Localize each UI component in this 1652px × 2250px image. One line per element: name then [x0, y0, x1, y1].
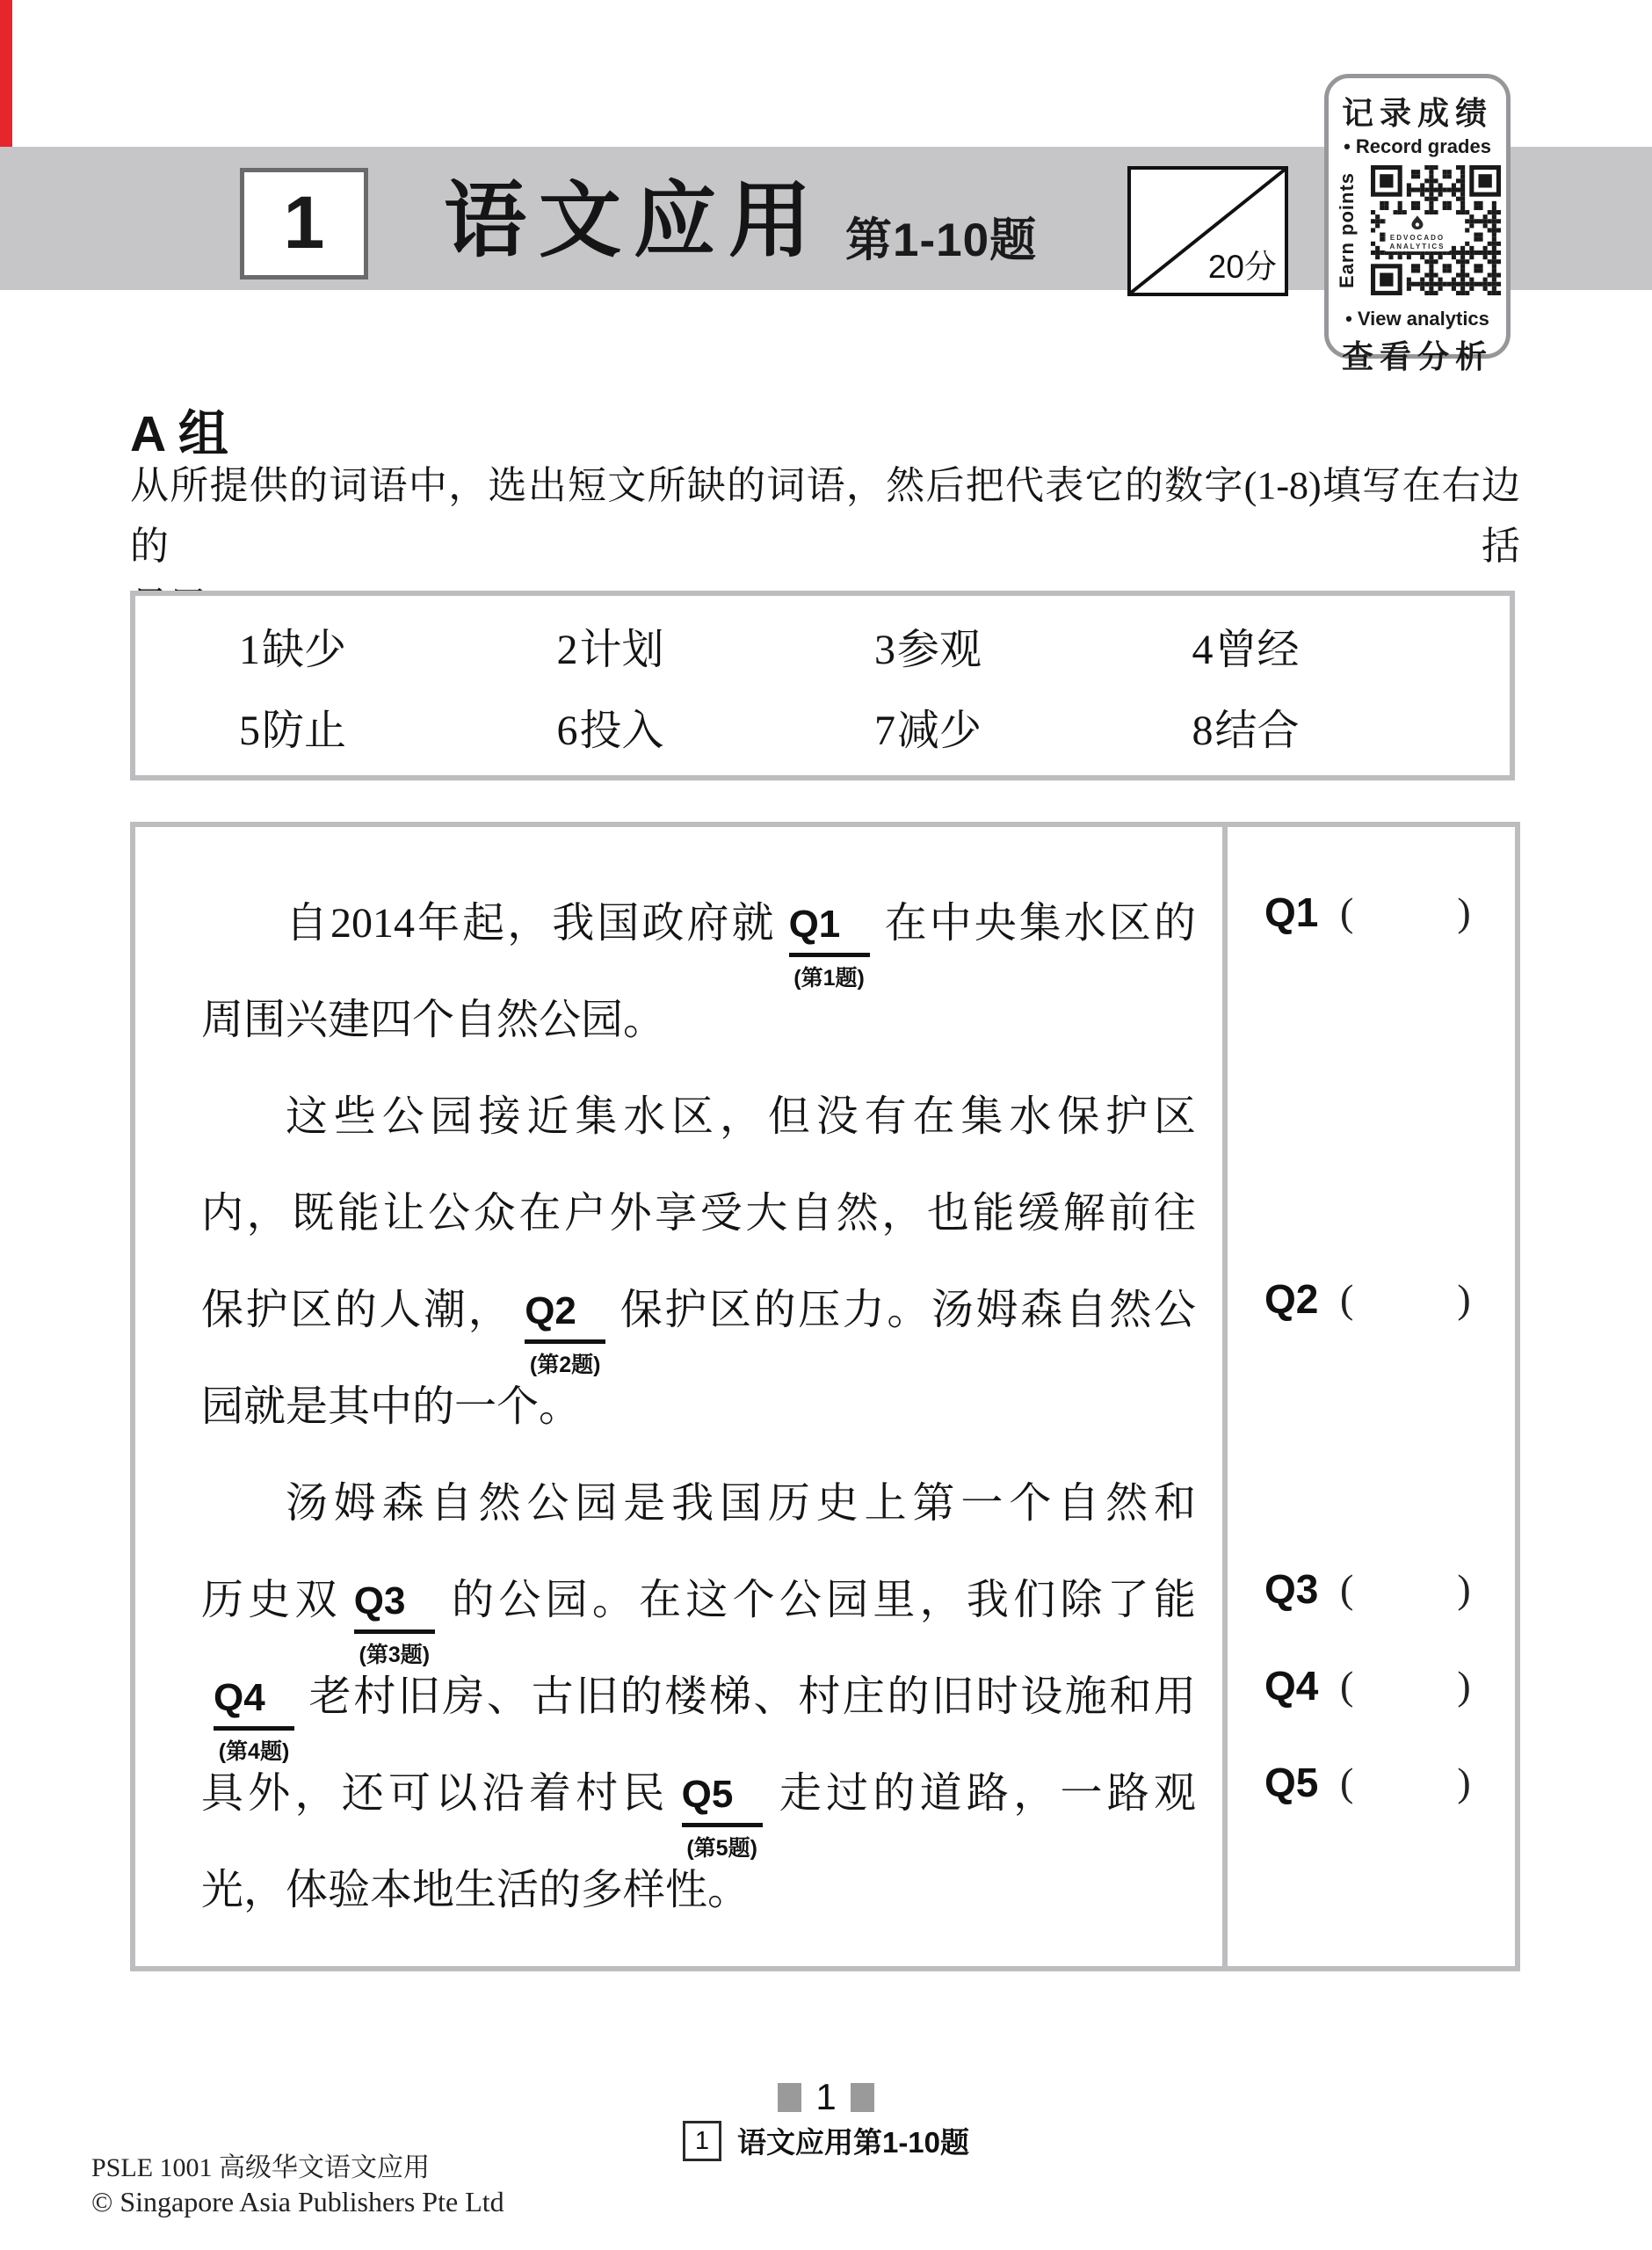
word-text: 曾经: [1214, 626, 1300, 673]
answer-paren-open: (: [1340, 1276, 1354, 1321]
passage-text: 保护区的人潮，: [201, 1287, 513, 1333]
blank-question-note: (第2题): [529, 1353, 601, 1377]
fill-in-blank: [525, 1282, 605, 1377]
blank-question-id: Q4: [214, 1676, 265, 1719]
answer-row: [1228, 1565, 1515, 1627]
answer-question-id: Q3: [1264, 1566, 1319, 1612]
passage-line: [201, 1282, 1196, 1379]
blank-question-id: Q2: [525, 1289, 576, 1332]
word-bank-item: [874, 696, 1192, 757]
passage-line: [201, 1766, 1196, 1862]
passage-line: [201, 1089, 1196, 1186]
page-number-square-right: [851, 2083, 874, 2112]
passage-text: 老村旧房、古旧的楼梯、村庄的旧时设施和用: [307, 1673, 1196, 1720]
passage-text: 的公园。在这个公园里，我们除了能: [446, 1577, 1196, 1623]
fill-in-blank: [214, 1669, 294, 1764]
word-bank-item: [874, 615, 1192, 676]
answer-column: [1228, 827, 1515, 1966]
passage-text: 这些公园接近集水区，但没有在集水保护区: [286, 1093, 1196, 1140]
answer-paren-open: (: [1340, 1663, 1354, 1708]
passage-line: [201, 896, 1196, 992]
passage-line: [201, 1379, 1196, 1476]
page-subtitle: 第1-10题: [845, 214, 1038, 266]
passage-text: 周围兴建四个自然公园。: [201, 997, 666, 1043]
word-number: 5: [239, 707, 260, 754]
footer-series-title: PSLE 1001 高级华文语文应用: [91, 2153, 431, 2182]
passage-text-area: [135, 827, 1222, 1966]
answer-question-id: Q1: [1264, 889, 1319, 935]
word-number: 3: [874, 626, 895, 673]
answer-question-id: Q5: [1264, 1760, 1319, 1805]
score-box: [1127, 166, 1288, 296]
qr-panel-bottom-cn: 查看分析: [1341, 338, 1493, 374]
blank-question-note: (第3题): [359, 1643, 431, 1667]
word-text: 参观: [897, 626, 982, 673]
answer-paren-open: (: [1340, 889, 1354, 934]
unit-number: 1: [283, 181, 325, 264]
answer-row: [1228, 1662, 1515, 1724]
blank-question-id: Q5: [681, 1773, 734, 1816]
answer-paren-open: (: [1340, 1566, 1354, 1611]
answer-question-id: Q2: [1264, 1276, 1319, 1322]
answer-paren-close: ): [1457, 1663, 1471, 1708]
word-number: 1: [239, 626, 260, 673]
page-title: 语文应用: [444, 174, 824, 266]
word-number: 4: [1192, 626, 1214, 673]
avocado-icon: [1411, 215, 1423, 229]
passage-text: 在中央集水区的: [881, 900, 1196, 947]
word-bank-item: [557, 696, 875, 757]
footer-chapter-number-box: 1: [683, 2121, 721, 2161]
page-number-indicator: [0, 2076, 1652, 2118]
word-text: 缺少: [262, 626, 347, 673]
qr-logo-line1: EDVOCADO: [1389, 234, 1446, 243]
answer-row: [1228, 1759, 1515, 1820]
unit-number-box: [240, 168, 368, 279]
view-analytics-label: • View analytics: [1345, 308, 1489, 330]
passage-text: 内，既能让公众在户外享受大自然，也能缓解前往: [201, 1190, 1196, 1237]
passage-text: 具外，还可以沿着村民: [201, 1770, 670, 1817]
fill-in-blank: [788, 896, 870, 991]
passage-text: 园就是其中的一个。: [201, 1383, 582, 1430]
word-number: 2: [556, 626, 578, 673]
blank-question-id: Q1: [788, 903, 841, 946]
word-bank-box: [130, 591, 1515, 780]
fill-in-blank: [681, 1766, 763, 1861]
answer-row: [1228, 889, 1515, 950]
blank-question-id: Q3: [353, 1579, 406, 1622]
answer-paren-close: ): [1457, 1760, 1471, 1804]
fill-in-blank: [353, 1572, 435, 1667]
record-grades-label: • Record grades: [1344, 135, 1491, 157]
word-text: 结合: [1214, 707, 1300, 754]
passage-text: 自2014年起，我国政府就: [286, 900, 777, 947]
qr-code-row: [1329, 160, 1506, 306]
passage-box: [130, 822, 1520, 1971]
qr-panel-title-cn: 记录成绩: [1341, 95, 1493, 131]
answer-question-id: Q4: [1264, 1663, 1319, 1709]
passage-line: [201, 992, 1196, 1089]
section-heading: A 组: [130, 406, 228, 462]
word-number: 8: [1192, 707, 1214, 754]
word-bank-item: [1192, 615, 1511, 676]
passage-text: 历史双: [201, 1577, 342, 1623]
passage-text: 汤姆森自然公园是我国历史上第一个自然和: [286, 1480, 1196, 1527]
blank-question-note: (第5题): [686, 1836, 757, 1861]
footer-copyright: © Singapore Asia Publishers Pte Ltd: [91, 2186, 504, 2217]
word-bank-item: [1192, 696, 1511, 757]
page-number-square-left: [778, 2083, 801, 2112]
word-text: 防止: [262, 707, 347, 754]
passage-text: 保护区的压力。汤姆森自然公: [618, 1287, 1196, 1333]
answer-paren-close: ): [1457, 1276, 1471, 1321]
passage-line: [201, 1476, 1196, 1572]
word-text: 减少: [897, 707, 982, 754]
passage-line: [201, 1862, 1196, 1959]
word-bank-row: [239, 611, 1510, 679]
word-bank-item: [239, 696, 557, 757]
word-text: 投入: [579, 707, 664, 754]
word-bank-item: [239, 615, 557, 676]
qr-panel: [1324, 74, 1511, 374]
instructions-line-1: 从所提供的词语中，选出短文所缺的词语，然后把代表它的数字(1-8)填写在右边的括: [130, 464, 1520, 568]
passage-line: [201, 1572, 1196, 1669]
passage-text: 光，体验本地生活的多样性。: [201, 1867, 750, 1913]
passage-line: [201, 1186, 1196, 1282]
word-bank-row: [239, 692, 1510, 760]
footer-chapter-label: 语文应用第1-10题: [736, 2126, 970, 2159]
passage-text: 走过的道路，一路观: [774, 1770, 1196, 1817]
earn-points-label: Earn points: [1336, 172, 1358, 289]
word-number: 6: [556, 707, 578, 754]
qr-center-logo: [1385, 214, 1449, 251]
qr-logo-line2: ANALYTICS: [1389, 242, 1446, 250]
passage-line: [201, 1669, 1196, 1766]
answer-paren-open: (: [1340, 1760, 1354, 1804]
score-label: 20分: [1207, 249, 1277, 285]
word-text: 计划: [579, 626, 664, 673]
blank-question-note: (第1题): [793, 966, 865, 991]
answer-paren-close: ): [1457, 1566, 1471, 1611]
word-number: 7: [874, 707, 895, 754]
page-number: 1: [815, 2076, 837, 2117]
answer-paren-close: ): [1457, 889, 1471, 934]
word-bank-item: [557, 615, 875, 676]
blank-question-note: (第4题): [218, 1739, 290, 1764]
answer-row: [1228, 1275, 1515, 1337]
